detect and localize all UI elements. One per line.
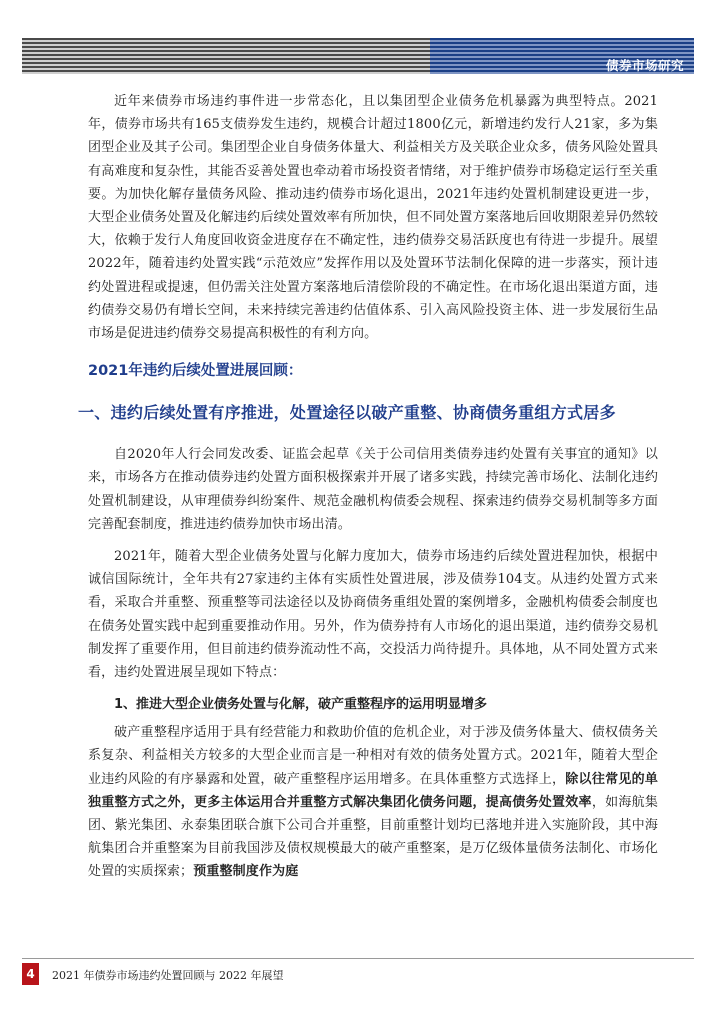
- header-stripe-band: [22, 38, 430, 74]
- paragraph-restructuring: [88, 721, 658, 883]
- header-title-box: [430, 38, 694, 74]
- footer-title: 2021 年债券市场违约处置回顾与 2022 年展望: [52, 969, 284, 982]
- subheading-one: 1、推进大型企业债务处置与化解，破产重整程序的运用明显增多: [114, 697, 488, 713]
- paragraph-restructuring-part-a: 破产重整程序适用于具有经营能力和救助价值的危机企业，对于涉及债务体量大、债权债务关系复杂、利益相关方较多的大型企业而言是一种相对有效的债务处置方式。2021年，随着大型企业违约风险的有序暴露和处置，破产重整程序运用增多。在具体重整方式选择上，: [88, 725, 658, 787]
- header-title: 债券市场研究: [605, 58, 684, 73]
- section-heading-one: 一、违约后续处置有序推进，处置途径以破产重整、协商债务重组方式居多: [78, 403, 616, 423]
- paragraph-progress: 2021年，随着大型企业债务处置与化解力度加大，债券市场违约后续处置进程加快，根据中诚信国际统计，全年共有27家违约主体有实质性处置进展，涉及债券104支。从违约处置方式来看，采取合并重整、预重整等司法途径以及协商债务重组处置的案例增多，金融机构债委会制度也在债务处置实践中起到重要推动作用。另外，作为债券持有人市场化的退出渠道，违约债券交易机制发挥了重要作用，但目前违约债券流动性不高，交投活力尚待提升。具体地，从不同处置方式来看，违约处置进展呈现如下特点：: [88, 549, 658, 681]
- paragraph-restructuring-bold-d: 预重整制度作为庭: [193, 864, 299, 880]
- main-content: [78, 90, 658, 884]
- paragraph-restructuring-bold-b: 除以往常见的单独重整方式之外，更多主体运用合并重整方式解决集团化债务问题，提高债务处置效率: [88, 771, 658, 810]
- section-heading-review: 2021年违约后续处置进展回顾：: [88, 363, 303, 380]
- page-number: 4: [22, 963, 39, 985]
- intro-paragraph: 近年来债券市场违约事件进一步常态化，且以集团型企业债务危机暴露为典型特点。2021年，债券市场共有165支债券发生违约，规模合计超过1800亿元，新增违约发行人21家，多为集团型企业及其子公司。集团型企业自身债务体量大、利益相关方及关联企业众多，债务风险处置具有高难度和复杂性，其能否妥善处置也牵动着市场投资者情绪，对于维护债券市场稳定运行至关重要。为加快化解存量债务风险、推动违约债券市场化退出，2021年违约处置机制建设更进一步，大型企业债务处置及化解违约后续处置效率有所加快，但不同处置方案落地后回收期限差异仍然较大，依赖于发行人角度回收资金进度存在不确定性，违约债券交易活跃度也有待进一步提升。展望2022年，随着违约处置实践“示范效应”发挥作用以及处置环节法制化保障的进一步落实，预计违约处置进程或提速，但仍需关注处置方案落地后清偿阶段的不确定性。在市场化退出渠道方面，违约债券交易仍有增长空间，未来持续完善违约估值体系、引入高风险投资主体、进一步发展衍生品市场是促进违约债券交易提高积极性的有利方向。: [88, 94, 658, 342]
- paragraph-restructuring-part-c: ，如海航集团、紫光集团、永泰集团联合旗下公司合并重整，目前重整计划均已落地并进入实施阶段，其中海航集团合并重整案为目前我国涉及债权规模最大的破产重整案，是万亿级体量债务法制化、市场化处置的实质探索；: [88, 794, 658, 880]
- footer-divider: [22, 958, 694, 959]
- paragraph-policy: 自2020年人行会同发改委、证监会起草《关于公司信用类债券违约处置有关事宜的通知》以来，市场各方在推动债券违约处置方面积极探索并开展了诸多实践，持续完善市场化、法制化违约处置机制建设，从审理债券纠纷案件、规范金融机构债委会规程、探索违约债券交易机制等多方面完善配套制度，推进违约债券加快市场出清。: [88, 447, 658, 532]
